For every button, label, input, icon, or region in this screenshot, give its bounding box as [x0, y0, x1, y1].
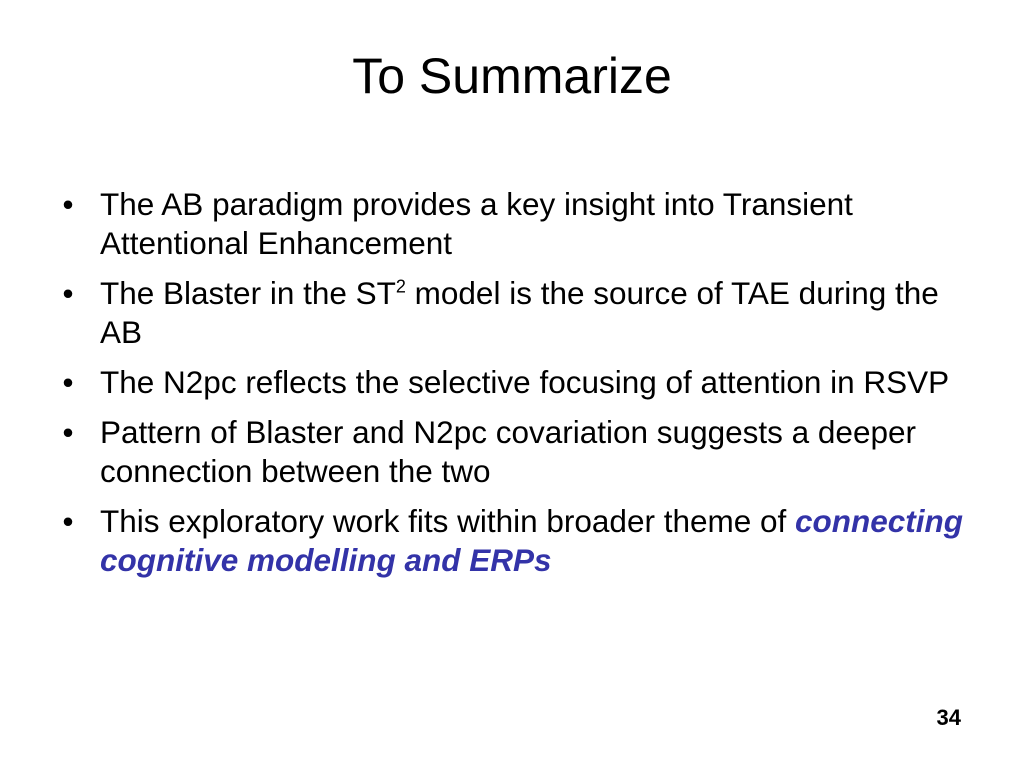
bullet-item [58, 413, 978, 491]
bullet-text-start: This exploratory work fits within broader theme of [100, 503, 796, 539]
bullet-icon: • [62, 364, 74, 400]
bullet-text [100, 275, 939, 350]
slide-title: To Summarize [352, 48, 672, 104]
superscript: 2 [395, 276, 406, 297]
bullet-item [58, 274, 978, 352]
bullet-item [58, 502, 978, 580]
bullet-text: The N2pc reflects the selective focusing of attention in RSVP [100, 364, 950, 400]
emphasized-text: connecting cognitive modelling and ERPs [100, 503, 964, 578]
page-number: 34 [936, 705, 961, 730]
bullet-icon: • [62, 186, 74, 222]
bullet-text-start: The Blaster in the ST [100, 275, 396, 311]
bullet-item [58, 363, 978, 402]
bullet-text [100, 503, 963, 578]
bullet-icon: • [62, 503, 74, 539]
bullet-list [58, 185, 978, 591]
bullet-text: Pattern of Blaster and N2pc covariation suggests a deeper connection between the two [100, 414, 916, 489]
bullet-icon: • [62, 414, 74, 450]
bullet-item [58, 185, 978, 263]
bullet-text-end: model is the source of TAE during the AB [100, 275, 939, 350]
bullet-icon: • [62, 275, 74, 311]
bullet-text: The AB paradigm provides a key insight into Transient Attentional Enhancement [100, 186, 853, 261]
